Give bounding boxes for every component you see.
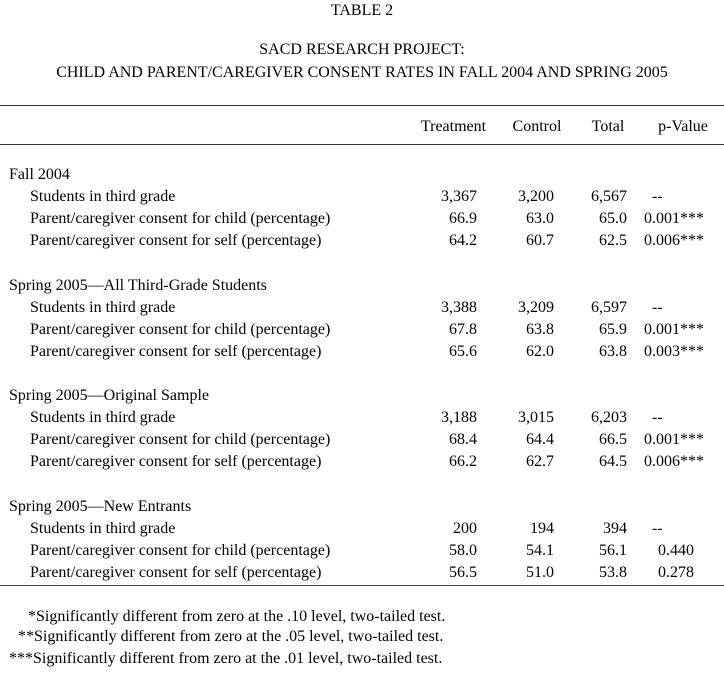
header-rule xyxy=(0,144,724,145)
table-title-line-2: CHILD AND PARENT/CAREGIVER CONSENT RATES IN FALL 2004 AND SPRING 2005 xyxy=(56,64,668,81)
column-header-treatment: Treatment xyxy=(420,118,487,135)
control-value: 63.8 xyxy=(526,321,554,338)
treatment-value: 64.2 xyxy=(449,232,477,249)
treatment-value: 3,388 xyxy=(441,299,477,316)
control-value: 51.0 xyxy=(526,564,554,581)
row-label: Students in third grade xyxy=(30,188,176,205)
p-value: -- xyxy=(652,520,663,537)
p-value: -- xyxy=(652,188,663,205)
treatment-value: 68.4 xyxy=(449,431,477,448)
total-value: 65.9 xyxy=(599,321,627,338)
treatment-value: 200 xyxy=(453,520,477,537)
column-header-total: Total xyxy=(591,118,625,135)
total-value: 53.8 xyxy=(599,564,627,581)
treatment-value: 56.5 xyxy=(449,564,477,581)
p-value: -- xyxy=(652,409,663,426)
row-label: Students in third grade xyxy=(30,299,176,316)
total-value: 65.0 xyxy=(599,210,627,227)
p-value: 0.001*** xyxy=(644,431,704,448)
control-value: 3,209 xyxy=(518,299,554,316)
column-header-p-value: p-Value xyxy=(658,118,708,135)
total-value: 56.1 xyxy=(599,542,627,559)
total-value: 6,567 xyxy=(591,188,627,205)
control-value: 62.0 xyxy=(526,343,554,360)
control-value: 54.1 xyxy=(526,542,554,559)
p-value: 0.001*** xyxy=(644,321,704,338)
section-title: Fall 2004 xyxy=(9,166,70,183)
row-label: Parent/caregiver consent for self (percentage) xyxy=(30,453,322,470)
row-label: Parent/caregiver consent for self (percentage) xyxy=(30,564,322,581)
control-value: 194 xyxy=(530,520,554,537)
p-value: -- xyxy=(652,299,663,316)
treatment-value: 66.2 xyxy=(449,453,477,470)
treatment-value: 65.6 xyxy=(449,343,477,360)
control-value: 64.4 xyxy=(526,431,554,448)
footnote-10-level: *Significantly different from zero at the .10 level, two-tailed test. xyxy=(28,608,446,625)
control-value: 62.7 xyxy=(526,453,554,470)
treatment-value: 66.9 xyxy=(449,210,477,227)
section-title: Spring 2005—Original Sample xyxy=(9,387,209,404)
control-value: 63.0 xyxy=(526,210,554,227)
treatment-value: 58.0 xyxy=(449,542,477,559)
row-label: Parent/caregiver consent for self (percentage) xyxy=(30,232,322,249)
treatment-value: 3,367 xyxy=(441,188,477,205)
p-value: 0.003*** xyxy=(644,343,704,360)
row-label: Parent/caregiver consent for child (percentage) xyxy=(30,542,331,559)
top-rule xyxy=(0,105,724,106)
treatment-value: 67.8 xyxy=(449,321,477,338)
footnote-05-level: **Significantly different from zero at the .05 level, two-tailed test. xyxy=(18,628,444,645)
row-label: Students in third grade xyxy=(30,409,176,426)
p-value: 0.278 xyxy=(658,564,694,581)
p-value: 0.006*** xyxy=(644,453,704,470)
section-title: Spring 2005—All Third-Grade Students xyxy=(9,277,267,294)
control-value: 3,200 xyxy=(518,188,554,205)
row-label: Parent/caregiver consent for child (percentage) xyxy=(30,321,331,338)
footnote-01-level: ***Significantly different from zero at the .01 level, two-tailed test. xyxy=(9,650,443,667)
total-value: 66.5 xyxy=(599,431,627,448)
total-value: 62.5 xyxy=(599,232,627,249)
total-value: 6,203 xyxy=(591,409,627,426)
table-number: TABLE 2 xyxy=(330,2,394,19)
p-value: 0.001*** xyxy=(644,210,704,227)
control-value: 60.7 xyxy=(526,232,554,249)
total-value: 6,597 xyxy=(591,299,627,316)
row-label: Parent/caregiver consent for self (percentage) xyxy=(30,343,322,360)
row-label: Parent/caregiver consent for child (percentage) xyxy=(30,431,331,448)
treatment-value: 3,188 xyxy=(441,409,477,426)
p-value: 0.006*** xyxy=(644,232,704,249)
total-value: 63.8 xyxy=(599,343,627,360)
p-value: 0.440 xyxy=(658,542,694,559)
total-value: 394 xyxy=(603,520,627,537)
section-title: Spring 2005—New Entrants xyxy=(9,498,192,515)
control-value: 3,015 xyxy=(518,409,554,426)
row-label: Students in third grade xyxy=(30,520,176,537)
row-label: Parent/caregiver consent for child (percentage) xyxy=(30,210,331,227)
total-value: 64.5 xyxy=(599,453,627,470)
bottom-rule xyxy=(0,585,724,586)
table-title-line-1: SACD RESEARCH PROJECT: xyxy=(259,41,465,58)
column-header-control: Control xyxy=(512,118,562,135)
